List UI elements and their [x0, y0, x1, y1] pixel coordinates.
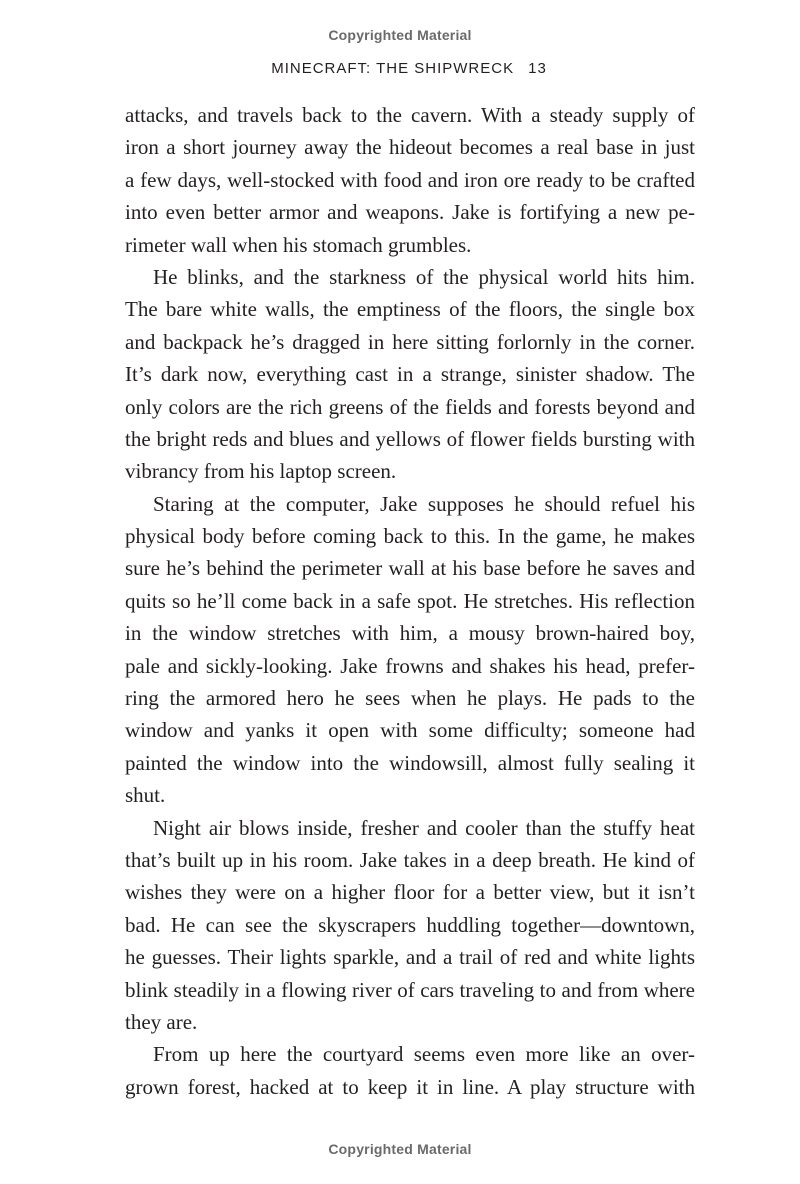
text-line: grown forest, hacked at to keep it in line. A play structure with: [125, 1074, 695, 1099]
text-line: rimeter wall when his stomach grumbles.: [125, 232, 472, 257]
text-line: bad. He can see the skyscrapers huddling together—downtown,: [125, 912, 695, 937]
text-line: sure he’s behind the perimeter wall at his base before he saves and: [125, 556, 695, 581]
text-line: vibrancy from his laptop screen.: [125, 459, 397, 484]
text-line: ring the armored hero he sees when he plays. He pads to the: [125, 686, 695, 711]
text-line: window and yanks it open with some difficulty; someone had: [125, 718, 695, 743]
text-line: Staring at the computer, Jake supposes he should refuel his: [153, 491, 695, 516]
text-line: the bright reds and blues and yellows of flower fields bursting with: [125, 426, 695, 451]
running-head: [0, 60, 800, 77]
book-title: MINECRAFT: THE SHIPWRECK: [271, 60, 515, 77]
text-line: It’s dark now, everything cast in a strange, sinister shadow. The: [125, 362, 695, 387]
copyright-watermark-bottom: Copyrighted Material: [328, 1141, 472, 1157]
text-line: shut.: [125, 783, 166, 808]
text-line: From up here the courtyard seems even more like an over-: [153, 1042, 695, 1067]
text-line: pale and sickly-looking. Jake frowns and shakes his head, prefer-: [125, 653, 695, 678]
text-line: painted the window into the windowsill, almost fully sealing it: [125, 750, 695, 775]
text-line: Night air blows inside, fresher and cooler than the stuffy heat: [153, 815, 695, 840]
copyright-watermark-top: Copyrighted Material: [328, 27, 472, 43]
text-line: The bare white walls, the emptiness of the floors, the single box: [125, 297, 695, 322]
text-line: in the window stretches with him, a mousy brown-haired boy,: [125, 621, 695, 646]
text-line: He blinks, and the starkness of the physical world hits him.: [153, 264, 695, 289]
text-line: physical body before coming back to this. In the game, he makes: [125, 524, 695, 549]
text-line: only colors are the rich greens of the fields and forests beyond and: [125, 394, 695, 419]
text-line: wishes they were on a higher floor for a better view, but it isn’t: [125, 880, 695, 905]
text-line: that’s built up in his room. Jake takes in a deep breath. He kind of: [125, 847, 695, 872]
text-line: and backpack he’s dragged in here sitting forlornly in the corner.: [125, 329, 695, 354]
text-line: a few days, well-stocked with food and iron ore ready to be crafted: [125, 167, 695, 192]
body-text: [125, 99, 695, 1103]
text-line: he guesses. Their lights sparkle, and a trail of red and white lights: [125, 945, 695, 970]
text-line: iron a short journey away the hideout becomes a real base in just: [125, 135, 695, 160]
text-line: they are.: [125, 1009, 198, 1034]
text-line: into even better armor and weapons. Jake is fortifying a new pe-: [125, 200, 695, 225]
page-number: 13: [528, 60, 547, 77]
text-line: attacks, and travels back to the cavern. With a steady supply of: [125, 103, 695, 127]
text-line: quits so he’ll come back in a safe spot. He stretches. His reflection: [125, 588, 695, 613]
text-line: blink steadily in a flowing river of cars traveling to and from where: [125, 977, 695, 1002]
